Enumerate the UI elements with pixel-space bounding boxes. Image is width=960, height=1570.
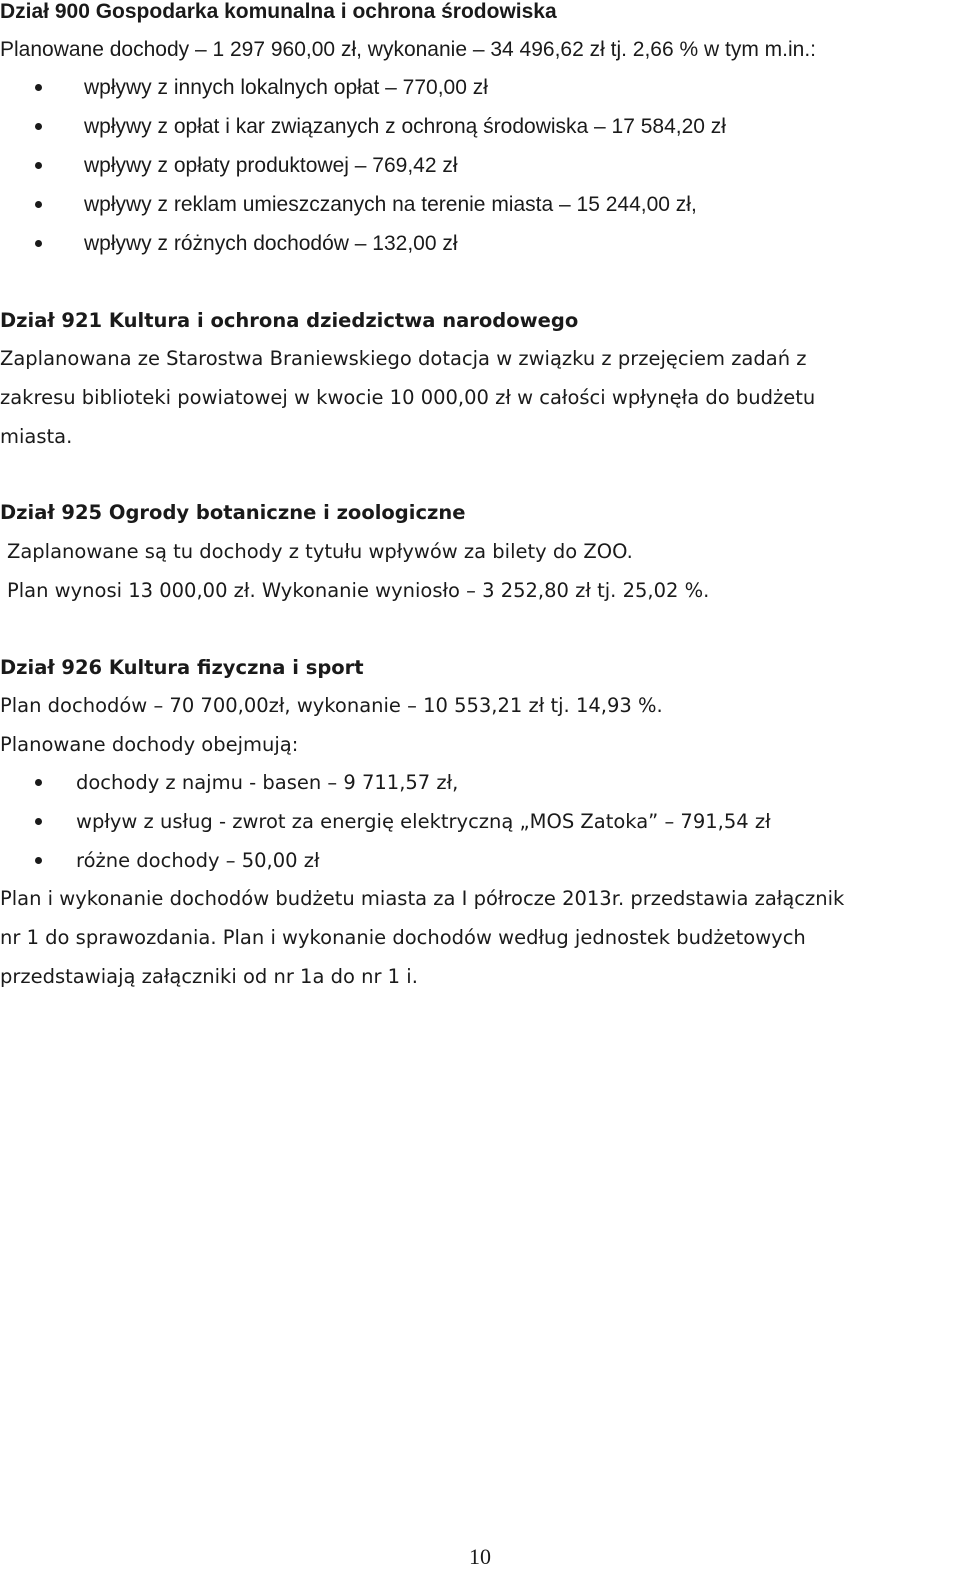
section-921-line: miasta. [0,425,73,448]
section-900-summary: Planowane dochody – 1 297 960,00 zł, wykonanie – 34 496,62 zł tj. 2,66 % w tym m.in.: [0,38,816,61]
section-921-heading: Dział 921 Kultura i ochrona dziedzictwa narodowego [0,309,579,332]
section-925-line: Zaplanowane są tu dochody z tytułu wpływów za bilety do ZOO. [7,540,633,563]
list-item-text: różne dochody – 50,00 zł [76,849,320,872]
list-item-text: dochody z najmu - basen – 9 711,57 zł, [76,771,459,794]
bullet-icon [35,84,42,91]
bullet-icon [35,162,42,169]
list-item-text: wpływy z reklam umieszczanych na terenie miasta – 15 244,00 zł, [84,193,697,216]
section-925-heading: Dział 925 Ogrody botaniczne i zoologiczne [0,501,466,524]
bullet-icon [35,240,42,247]
list-item-text: wpływy z opłaty produktowej – 769,42 zł [84,154,458,177]
list-item-text: wpływ z usług - zwrot za energię elektryczną „MOS Zatoka” – 791,54 zł [76,810,771,833]
section-921-line: zakresu biblioteki powiatowej w kwocie 10 000,00 zł w całości wpłynęła do budżetu [0,386,816,409]
bullet-icon [35,123,42,130]
page-number: 10 [469,1544,491,1569]
section-926-heading: Dział 926 Kultura fizyczna i sport [0,656,364,679]
list-item-text: wpływy z innych lokalnych opłat – 770,00 zł [84,76,488,99]
list-item-text: wpływy z opłat i kar związanych z ochroną środowiska – 17 584,20 zł [84,115,726,138]
bullet-icon [35,201,42,208]
section-926-summary: Plan dochodów – 70 700,00zł, wykonanie – 10 553,21 zł tj. 14,93 %. [0,694,663,717]
list-item-text: wpływy z różnych dochodów – 132,00 zł [84,232,458,255]
closing-line: nr 1 do sprawozdania. Plan i wykonanie dochodów według jednostek budżetowych [0,926,806,949]
section-900-heading: Dział 900 Gospodarka komunalna i ochrona środowiska [0,0,557,23]
section-921-line: Zaplanowana ze Starostwa Braniewskiego dotacja w związku z przejęciem zadań z [0,347,807,370]
bullet-icon [35,818,42,825]
bullet-icon [35,779,42,786]
section-925-line: Plan wynosi 13 000,00 zł. Wykonanie wyniosło – 3 252,80 zł tj. 25,02 %. [7,579,710,602]
section-926-intro: Planowane dochody obejmują: [0,733,299,756]
bullet-icon [35,857,42,864]
closing-line: przedstawiają załączniki od nr 1a do nr 1 i. [0,965,418,988]
closing-line: Plan i wykonanie dochodów budżetu miasta za I półrocze 2013r. przedstawia załącznik [0,887,845,910]
